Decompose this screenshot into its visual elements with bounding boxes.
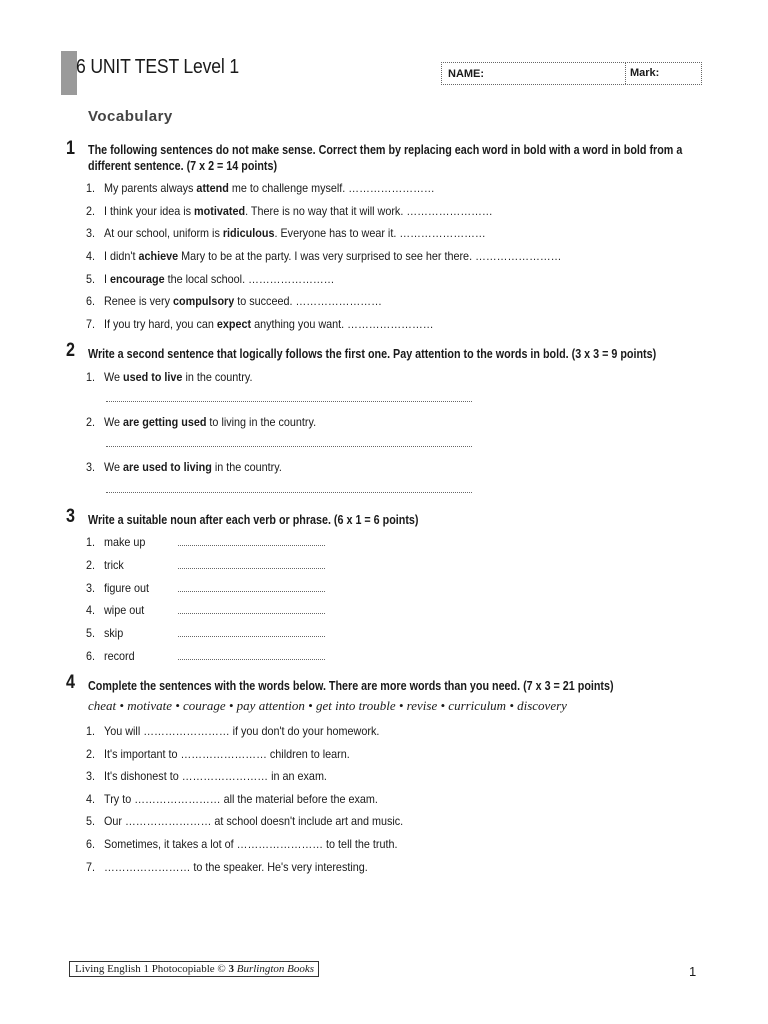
answer-line[interactable] xyxy=(178,591,325,592)
list-item: 2. It's important to …………………… children to learn. xyxy=(86,747,350,761)
list-item: 1. make up xyxy=(86,535,146,549)
mark-field[interactable] xyxy=(626,63,701,84)
list-item: 7. …………………… to the speaker. He's very interesting. xyxy=(86,860,368,874)
list-item: 1. You will …………………… if you don't do your homework. xyxy=(86,724,380,738)
answer-line[interactable] xyxy=(106,401,472,402)
exercise-instruction: Write a second sentence that logically follows the first one. Pay attention to the words in bold. (3 x 3 = 9 points) xyxy=(88,347,657,361)
answer-line[interactable] xyxy=(178,568,325,569)
name-mark-box xyxy=(441,62,702,85)
instruction-line: different sentence. (7 x 2 = 14 points) xyxy=(88,159,278,173)
list-item: 3. figure out xyxy=(86,581,150,595)
footer-credit: Living English 1 Photocopiable © 3 Burlington Books xyxy=(69,961,319,977)
exercise-number: 2 xyxy=(66,340,75,361)
answer-line[interactable] xyxy=(106,446,472,447)
name-label: NAME: xyxy=(448,68,485,80)
instruction-line: The following sentences do not make sense. Correct them by replacing each word in bold with a word in bold from a xyxy=(88,143,683,157)
list-item: 6. Sometimes, it takes a lot of …………………… to tell the truth. xyxy=(86,837,398,851)
exercise-number: 3 xyxy=(66,506,75,527)
answer-line[interactable] xyxy=(178,613,325,614)
list-item: 4. Try to …………………… all the material before the exam. xyxy=(86,792,378,806)
list-item: 3. At our school, uniform is ridiculous. Everyone has to wear it. …………………… xyxy=(86,226,486,240)
list-item: 7. If you try hard, you can expect anything you want. …………………… xyxy=(86,317,434,331)
exercise-instruction: Complete the sentences with the words below. There are more words than you need. (7 x 3 = 21 points) xyxy=(88,679,614,693)
page-number: 1 xyxy=(689,964,697,979)
word-bank: cheat • motivate • courage • pay attention • get into trouble • revise • curriculum • discovery xyxy=(88,698,567,713)
exercise-instruction xyxy=(88,142,683,174)
list-item: 2. We are getting used to living in the country. xyxy=(86,415,317,429)
name-field[interactable] xyxy=(442,63,626,84)
section-title: Vocabulary xyxy=(88,108,173,125)
list-item: 5. skip xyxy=(86,626,124,640)
answer-line[interactable] xyxy=(178,636,325,637)
exercise-number: 1 xyxy=(66,138,75,159)
list-item: 1. My parents always attend me to challenge myself. …………………… xyxy=(86,181,435,195)
list-item: 2. trick xyxy=(86,558,124,572)
header-bar xyxy=(61,51,77,95)
list-item: 4. wipe out xyxy=(86,603,145,617)
list-item: 6. record xyxy=(86,649,135,663)
page-title: 6 UNIT TEST Level 1 xyxy=(76,56,239,78)
list-item: 5. I encourage the local school. …………………… xyxy=(86,272,335,286)
answer-line[interactable] xyxy=(178,545,325,546)
list-item: 4. I didn't achieve Mary to be at the party. I was very surprised to see her there. …………………… xyxy=(86,249,562,263)
answer-line[interactable] xyxy=(106,492,472,493)
list-item: 6. Renee is very compulsory to succeed. …………………… xyxy=(86,294,382,308)
list-item: 1. We used to live in the country. xyxy=(86,370,253,384)
answer-line[interactable] xyxy=(178,659,325,660)
exercise-instruction: Write a suitable noun after each verb or phrase. (6 x 1 = 6 points) xyxy=(88,513,419,527)
exercise-number: 4 xyxy=(66,672,75,693)
list-item: 2. I think your idea is motivated. There is no way that it will work. …………………… xyxy=(86,204,493,218)
mark-label: Mark: xyxy=(630,67,660,79)
list-item: 3. It's dishonest to …………………… in an exam. xyxy=(86,769,327,783)
list-item: 3. We are used to living in the country. xyxy=(86,460,282,474)
list-item: 5. Our …………………… at school doesn't include art and music. xyxy=(86,814,404,828)
